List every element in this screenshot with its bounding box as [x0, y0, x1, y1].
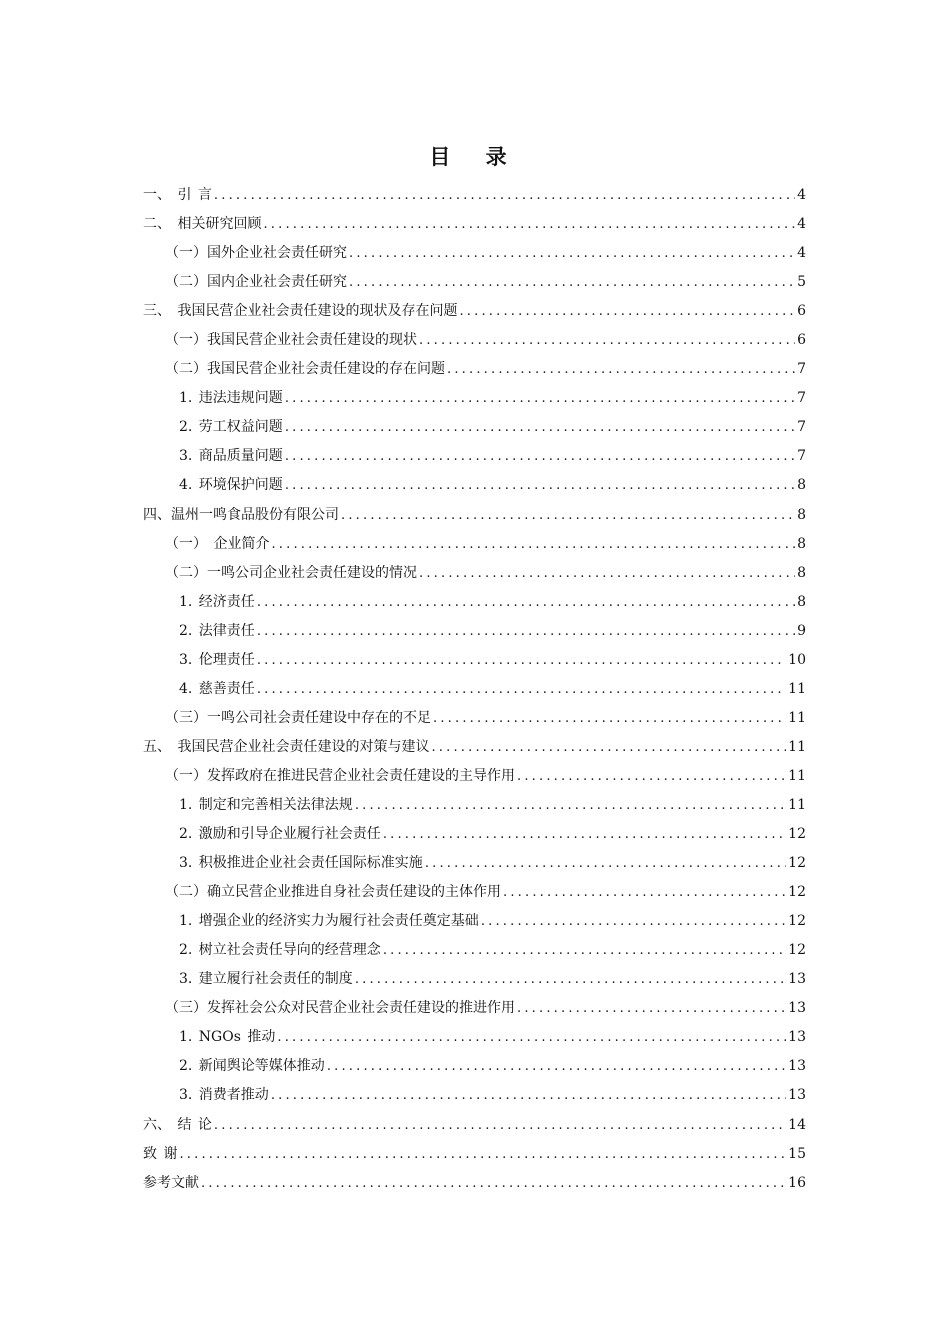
toc-entry-title: 1. 违法违规问题 [179, 390, 283, 407]
dot-leader [419, 326, 795, 355]
dot-leader [481, 907, 786, 936]
dot-leader [503, 878, 786, 907]
toc-entry-title: 四、温州一鸣食品股份有限公司 [143, 506, 339, 523]
toc-entry[interactable] [143, 1140, 806, 1169]
dot-leader [431, 733, 786, 762]
toc-entry-title: 2. 新闻舆论等媒体推动 [179, 1058, 325, 1075]
toc-entry-title: （二）国内企业社会责任研究 [165, 274, 347, 291]
toc-entry-page-number: 7 [797, 390, 806, 407]
toc-entry[interactable] [143, 1052, 806, 1081]
toc-entry-page-number: 13 [788, 1000, 806, 1017]
dot-leader [277, 1023, 786, 1052]
toc-title: 目 录 [429, 145, 521, 169]
dot-leader [349, 239, 795, 268]
toc-entry[interactable] [143, 355, 806, 384]
toc-entry-page-number: 7 [797, 448, 806, 465]
dot-leader [433, 704, 786, 733]
toc-entry-title: 一、 引 言 [143, 187, 212, 203]
toc-entry-page-number: 13 [788, 971, 806, 988]
toc-entry-title: 1. 增强企业的经济实力为履行社会责任奠定基础 [179, 913, 479, 930]
toc-entry-title: 2. 激励和引导企业履行社会责任 [179, 826, 381, 843]
toc-entry-title: （二）我国民营企业社会责任建设的存在问题 [165, 361, 445, 378]
dot-leader [285, 413, 795, 442]
dot-leader [257, 646, 786, 675]
toc-entry-page-number: 10 [788, 651, 806, 668]
toc-entry-page-number: 11 [788, 767, 806, 784]
toc-entry[interactable] [143, 239, 806, 268]
toc-entry[interactable] [143, 646, 806, 675]
toc-entry[interactable] [143, 907, 806, 936]
toc-entry[interactable] [143, 936, 806, 965]
toc-entry-page-number: 12 [788, 913, 806, 930]
toc-entry-title: 4. 慈善责任 [179, 680, 255, 697]
toc-entry-page-number: 6 [797, 332, 806, 349]
toc-entry[interactable] [143, 268, 806, 297]
toc-entry-title: （一）国外企业社会责任研究 [165, 245, 347, 262]
toc-entry[interactable] [143, 1169, 806, 1198]
toc-entry-title: （一）我国民营企业社会责任建设的现状 [165, 332, 417, 349]
toc-entry-title: 2. 劳工权益问题 [179, 419, 283, 436]
toc-entry-page-number: 4 [797, 187, 806, 203]
dot-leader [201, 1169, 786, 1198]
dot-leader [214, 1111, 786, 1140]
toc-entry-page-number: 14 [788, 1116, 806, 1133]
toc-entry[interactable] [143, 733, 806, 762]
toc-entry[interactable] [143, 704, 806, 733]
toc-entry[interactable] [143, 559, 806, 588]
toc-entry-page-number: 4 [797, 245, 806, 262]
dot-leader [517, 762, 786, 791]
toc-entry-title: 五、 我国民营企业社会责任建设的对策与建议 [143, 738, 430, 755]
dot-leader [349, 268, 795, 297]
toc-entry-title: 参考文献 [143, 1174, 199, 1191]
toc-entry-title: 致 谢 [143, 1145, 178, 1162]
toc-entry-title: （二）确立民营企业推进自身社会责任建设的主体作用 [165, 884, 501, 901]
toc-entry-page-number: 9 [797, 622, 806, 639]
toc-entry-page-number: 8 [797, 564, 806, 581]
toc-entry-page-number: 11 [788, 796, 806, 813]
toc-entry-page-number: 8 [797, 593, 806, 610]
toc-entry-title: （三）发挥社会公众对民营企业社会责任建设的推进作用 [165, 1000, 515, 1017]
toc-entry-page-number: 13 [788, 1058, 806, 1075]
toc-entry-page-number: 15 [788, 1145, 806, 1162]
toc-entry[interactable] [143, 1111, 806, 1140]
toc-entry-page-number: 7 [797, 419, 806, 436]
toc-entry-title: 3. 积极推进企业社会责任国际标准实施 [179, 855, 423, 872]
toc-entry-page-number: 8 [797, 506, 806, 523]
toc-entry-title: （一） 企业简介 [165, 535, 270, 552]
toc-entry-title: 三、 我国民营企业社会责任建设的现状及存在问题 [143, 303, 458, 320]
dot-leader [285, 384, 795, 413]
toc-entry-page-number: 5 [797, 274, 806, 291]
toc-entry-page-number: 12 [788, 855, 806, 872]
toc-entry-title: 3. 伦理责任 [179, 651, 255, 668]
toc-entry[interactable] [143, 326, 806, 355]
dot-leader [285, 442, 795, 471]
toc-entry[interactable] [143, 849, 806, 878]
toc-entry-title: 4. 环境保护问题 [179, 477, 283, 494]
toc-entry-title: 1. 经济责任 [179, 593, 255, 610]
dot-leader [341, 501, 795, 530]
toc-entry-title: 3. 商品质量问题 [179, 448, 283, 465]
dot-leader [355, 965, 786, 994]
toc-entry-page-number: 13 [788, 1087, 806, 1104]
toc-entry-title: 1. 制定和完善相关法律法规 [179, 796, 353, 813]
toc-entry[interactable] [143, 442, 806, 471]
toc-entry-page-number: 8 [797, 477, 806, 494]
dot-leader [263, 210, 795, 239]
toc-entry[interactable] [143, 1023, 806, 1052]
dot-leader [517, 994, 786, 1023]
dot-leader [425, 849, 786, 878]
toc-entry[interactable] [143, 297, 806, 326]
dot-leader [447, 355, 795, 384]
toc-entry[interactable] [143, 413, 806, 442]
dot-leader [327, 1052, 786, 1081]
dot-leader [214, 181, 795, 210]
toc-entry[interactable] [143, 471, 806, 500]
dot-leader [355, 791, 786, 820]
dot-leader [257, 617, 795, 646]
toc-entry[interactable] [143, 1081, 806, 1110]
toc-entry-page-number: 7 [797, 361, 806, 378]
toc-entry[interactable] [143, 965, 806, 994]
toc-entry[interactable] [143, 617, 806, 646]
toc-entry-title: 3. 建立履行社会责任的制度 [179, 971, 353, 988]
toc-entry[interactable] [143, 501, 806, 530]
dot-leader [271, 530, 795, 559]
toc-entry[interactable] [143, 181, 806, 210]
toc-entry-page-number: 11 [788, 709, 806, 726]
toc-entry-title: 3. 消费者推动 [179, 1087, 269, 1104]
toc-entry[interactable] [143, 878, 806, 907]
toc-entry[interactable] [143, 384, 806, 413]
toc-entry-page-number: 11 [788, 738, 806, 755]
toc-entry[interactable] [143, 530, 806, 559]
toc-entry[interactable] [143, 820, 806, 849]
toc-entry-title: （一）发挥政府在推进民营企业社会责任建设的主导作用 [165, 767, 515, 784]
toc-entry-page-number: 11 [788, 680, 806, 697]
dot-leader [285, 471, 795, 500]
toc-entry[interactable] [143, 675, 806, 704]
toc-entry-page-number: 16 [788, 1174, 806, 1191]
toc-entry-page-number: 13 [788, 1029, 806, 1046]
toc-entry-title: 2. 法律责任 [179, 622, 255, 639]
dot-leader [459, 297, 795, 326]
dot-leader [383, 936, 786, 965]
toc-entry-page-number: 4 [797, 216, 806, 233]
toc-entry[interactable] [143, 994, 806, 1023]
toc-entry[interactable] [143, 762, 806, 791]
toc-entry[interactable] [143, 210, 806, 239]
dot-leader [383, 820, 786, 849]
dot-leader [179, 1140, 786, 1169]
dot-leader [419, 559, 795, 588]
toc-entry-title: 1. NGOs 推动 [179, 1029, 276, 1046]
toc-entry-title: （三）一鸣公司社会责任建设中存在的不足 [165, 709, 431, 726]
toc-entry-page-number: 8 [797, 535, 806, 552]
table-of-contents [143, 181, 806, 1198]
toc-entry[interactable] [143, 588, 806, 617]
toc-entry-title: 二、 相关研究回顾 [143, 216, 262, 233]
dot-leader [257, 588, 795, 617]
toc-entry-page-number: 6 [797, 303, 806, 320]
toc-entry-title: （二）一鸣公司企业社会责任建设的情况 [165, 564, 417, 581]
toc-entry-title: 六、 结 论 [143, 1116, 212, 1133]
toc-entry[interactable] [143, 791, 806, 820]
dot-leader [257, 675, 786, 704]
toc-entry-page-number: 12 [788, 942, 806, 959]
toc-entry-page-number: 12 [788, 826, 806, 843]
dot-leader [271, 1081, 786, 1110]
toc-entry-title: 2. 树立社会责任导向的经营理念 [179, 942, 381, 959]
toc-entry-page-number: 12 [788, 884, 806, 901]
